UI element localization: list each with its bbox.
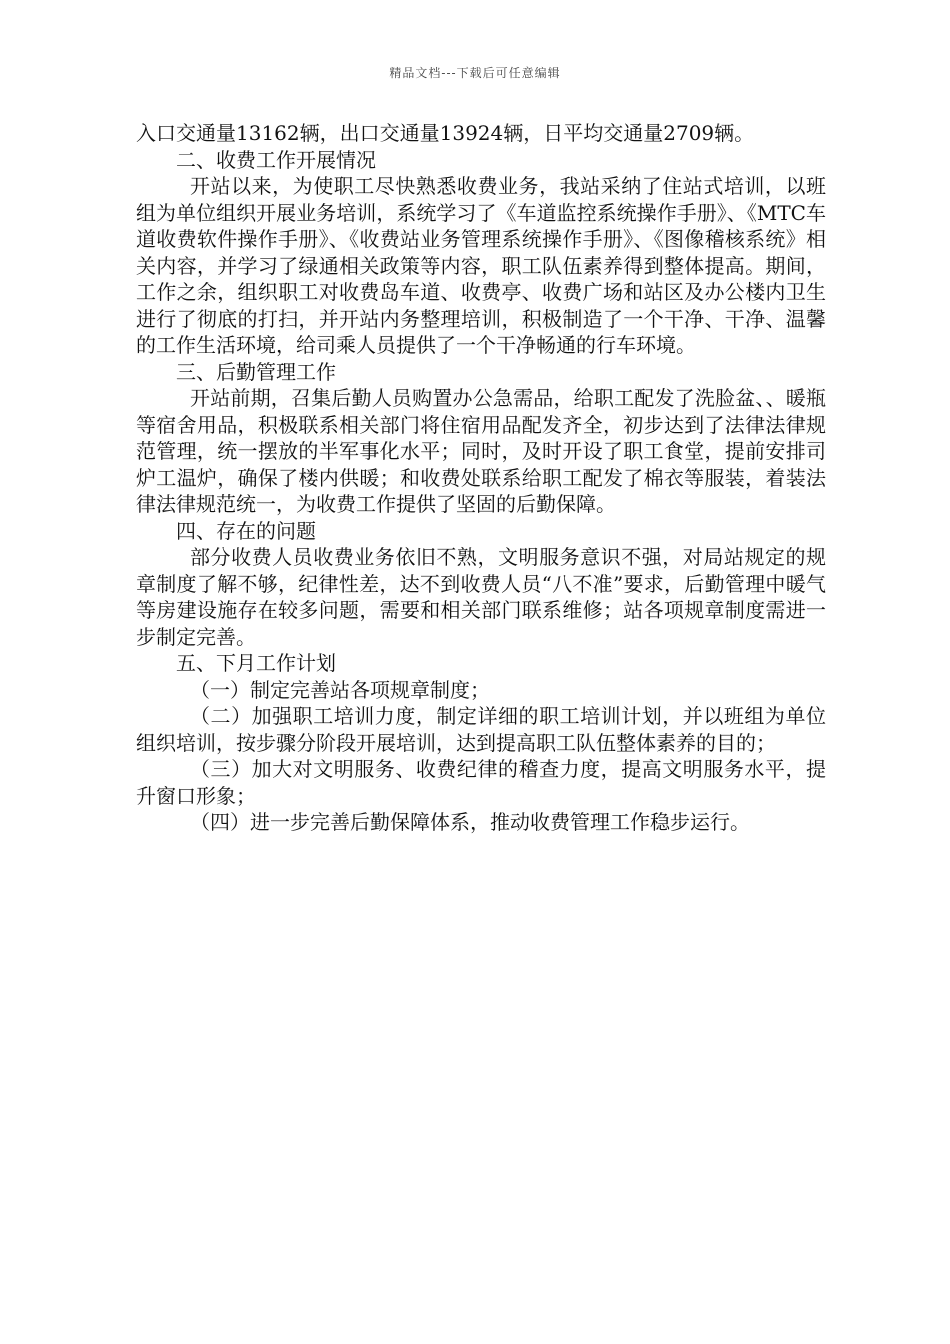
plan-item-4: （四）进一步完善后勤保障体系，推动收费管理工作稳步运行。	[190, 810, 750, 834]
plan-item-2: （二）加强职工培训力度，制定详细的职工培训计划，并以班组为单位组织培训，按步骤分阶段开展培训，达到提高职工队伍整体素养的目的；	[136, 704, 826, 755]
opening-line: 入口交通量13162辆，出口交通量13924辆，日平均交通量2709辆。	[136, 121, 755, 145]
document-body	[136, 120, 826, 836]
page-header: 精品文档---下载后可任意编辑	[389, 66, 561, 80]
section-body-3: 开站前期，召集后勤人员购置办公急需品，给职工配发了洗脸盆、、暖瓶等宿舍用品，积极联系相关部门将住宿用品配发齐全，初步达到了法律法律规范管理，统一摆放的半军事化水平；同时，及时开设了职工食堂，提前安排司炉工温炉，确保了楼内供暖；和收费处联系给职工配发了棉衣等服装，着装法律法律规范统一，为收费工作提供了坚固的后勤保障。	[136, 386, 826, 516]
section-body-2: 开站以来，为使职工尽快熟悉收费业务，我站采纳了住站式培训，以班组为单位组织开展业务培训，系统学习了《车道监控系统操作手册》、《MTC车道收费软件操作手册》、《收费站业务管理系统操作手册》、《图像稽核系统》相关内容，并学习了绿通相关政策等内容，职工队伍素养得到整体提高。期间，工作之余，组织职工对收费岛车道、收费亭、收费广场和站区及办公楼内卫生进行了彻底的打扫，并开站内务整理培训，积极制造了一个干净、干净、温馨的工作生活环境，给司乘人员提供了一个干净畅通的行车环境。	[136, 174, 826, 357]
plan-item-3: （三）加大对文明服务、收费纪律的稽查力度，提高文明服务水平，提升窗口形象；	[136, 757, 826, 808]
section-heading-3: 三、后勤管理工作	[176, 359, 336, 384]
section-heading-2: 二、收费工作开展情况	[176, 147, 376, 172]
section-heading-5: 五、下月工作计划	[176, 651, 336, 675]
plan-item-1: （一）制定完善站各项规章制度；	[190, 677, 490, 702]
section-body-4: 部分收费人员收费业务依旧不熟，文明服务意识不强，对局站规定的规章制度了解不够，纪律性差，达不到收费人员“八不准”要求，后勤管理中暖气等房建设施存在较多问题，需要和相关部门联系维修；站各项规章制度需进一步制定完善。	[136, 545, 826, 649]
section-heading-4: 四、存在的问题	[176, 518, 316, 543]
